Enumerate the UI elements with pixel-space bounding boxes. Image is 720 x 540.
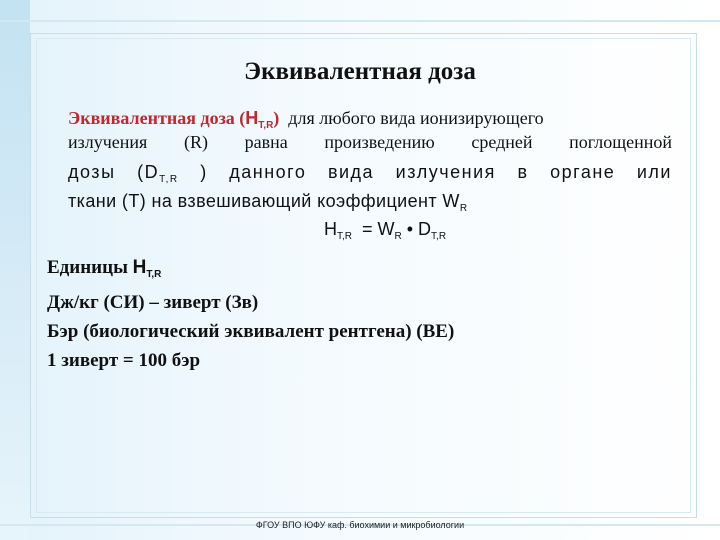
units-ber: Бэр (биологический эквивалент рентгена) (BE) <box>47 321 455 342</box>
definition-line-3: дозы ($D_{T,R}$ ) данного вида излучения в органе или <box>68 162 672 185</box>
definition-term: Эквивалентная доза $(H_{T,R})$ <box>68 108 280 131</box>
units-conversion: 1 зиверт = 100 бэр <box>47 350 201 371</box>
units-si: Дж/кг (СИ) – зиверт (Зв) <box>47 292 259 313</box>
definition-line-1-rest: для любого вида ионизирующего <box>288 108 544 128</box>
definition-line-4: ткани (T) на взвешивающий коэффициент $W_R$ <box>68 191 468 214</box>
units-heading: Единицы $H_{T,R}$ <box>47 257 162 280</box>
slide-footer: ФГОУ ВПО ЮФУ каф. биохимии и микробиологии <box>255 520 465 530</box>
slide-title: Эквивалентная доза <box>244 58 476 85</box>
dose-formula: $H_{T,R} = W_R$ • $D_{T,R}$ <box>323 219 447 242</box>
top-decor-line <box>0 20 720 22</box>
definition-line-2: излучения (R) равна произведению средней поглощенной <box>68 132 672 152</box>
